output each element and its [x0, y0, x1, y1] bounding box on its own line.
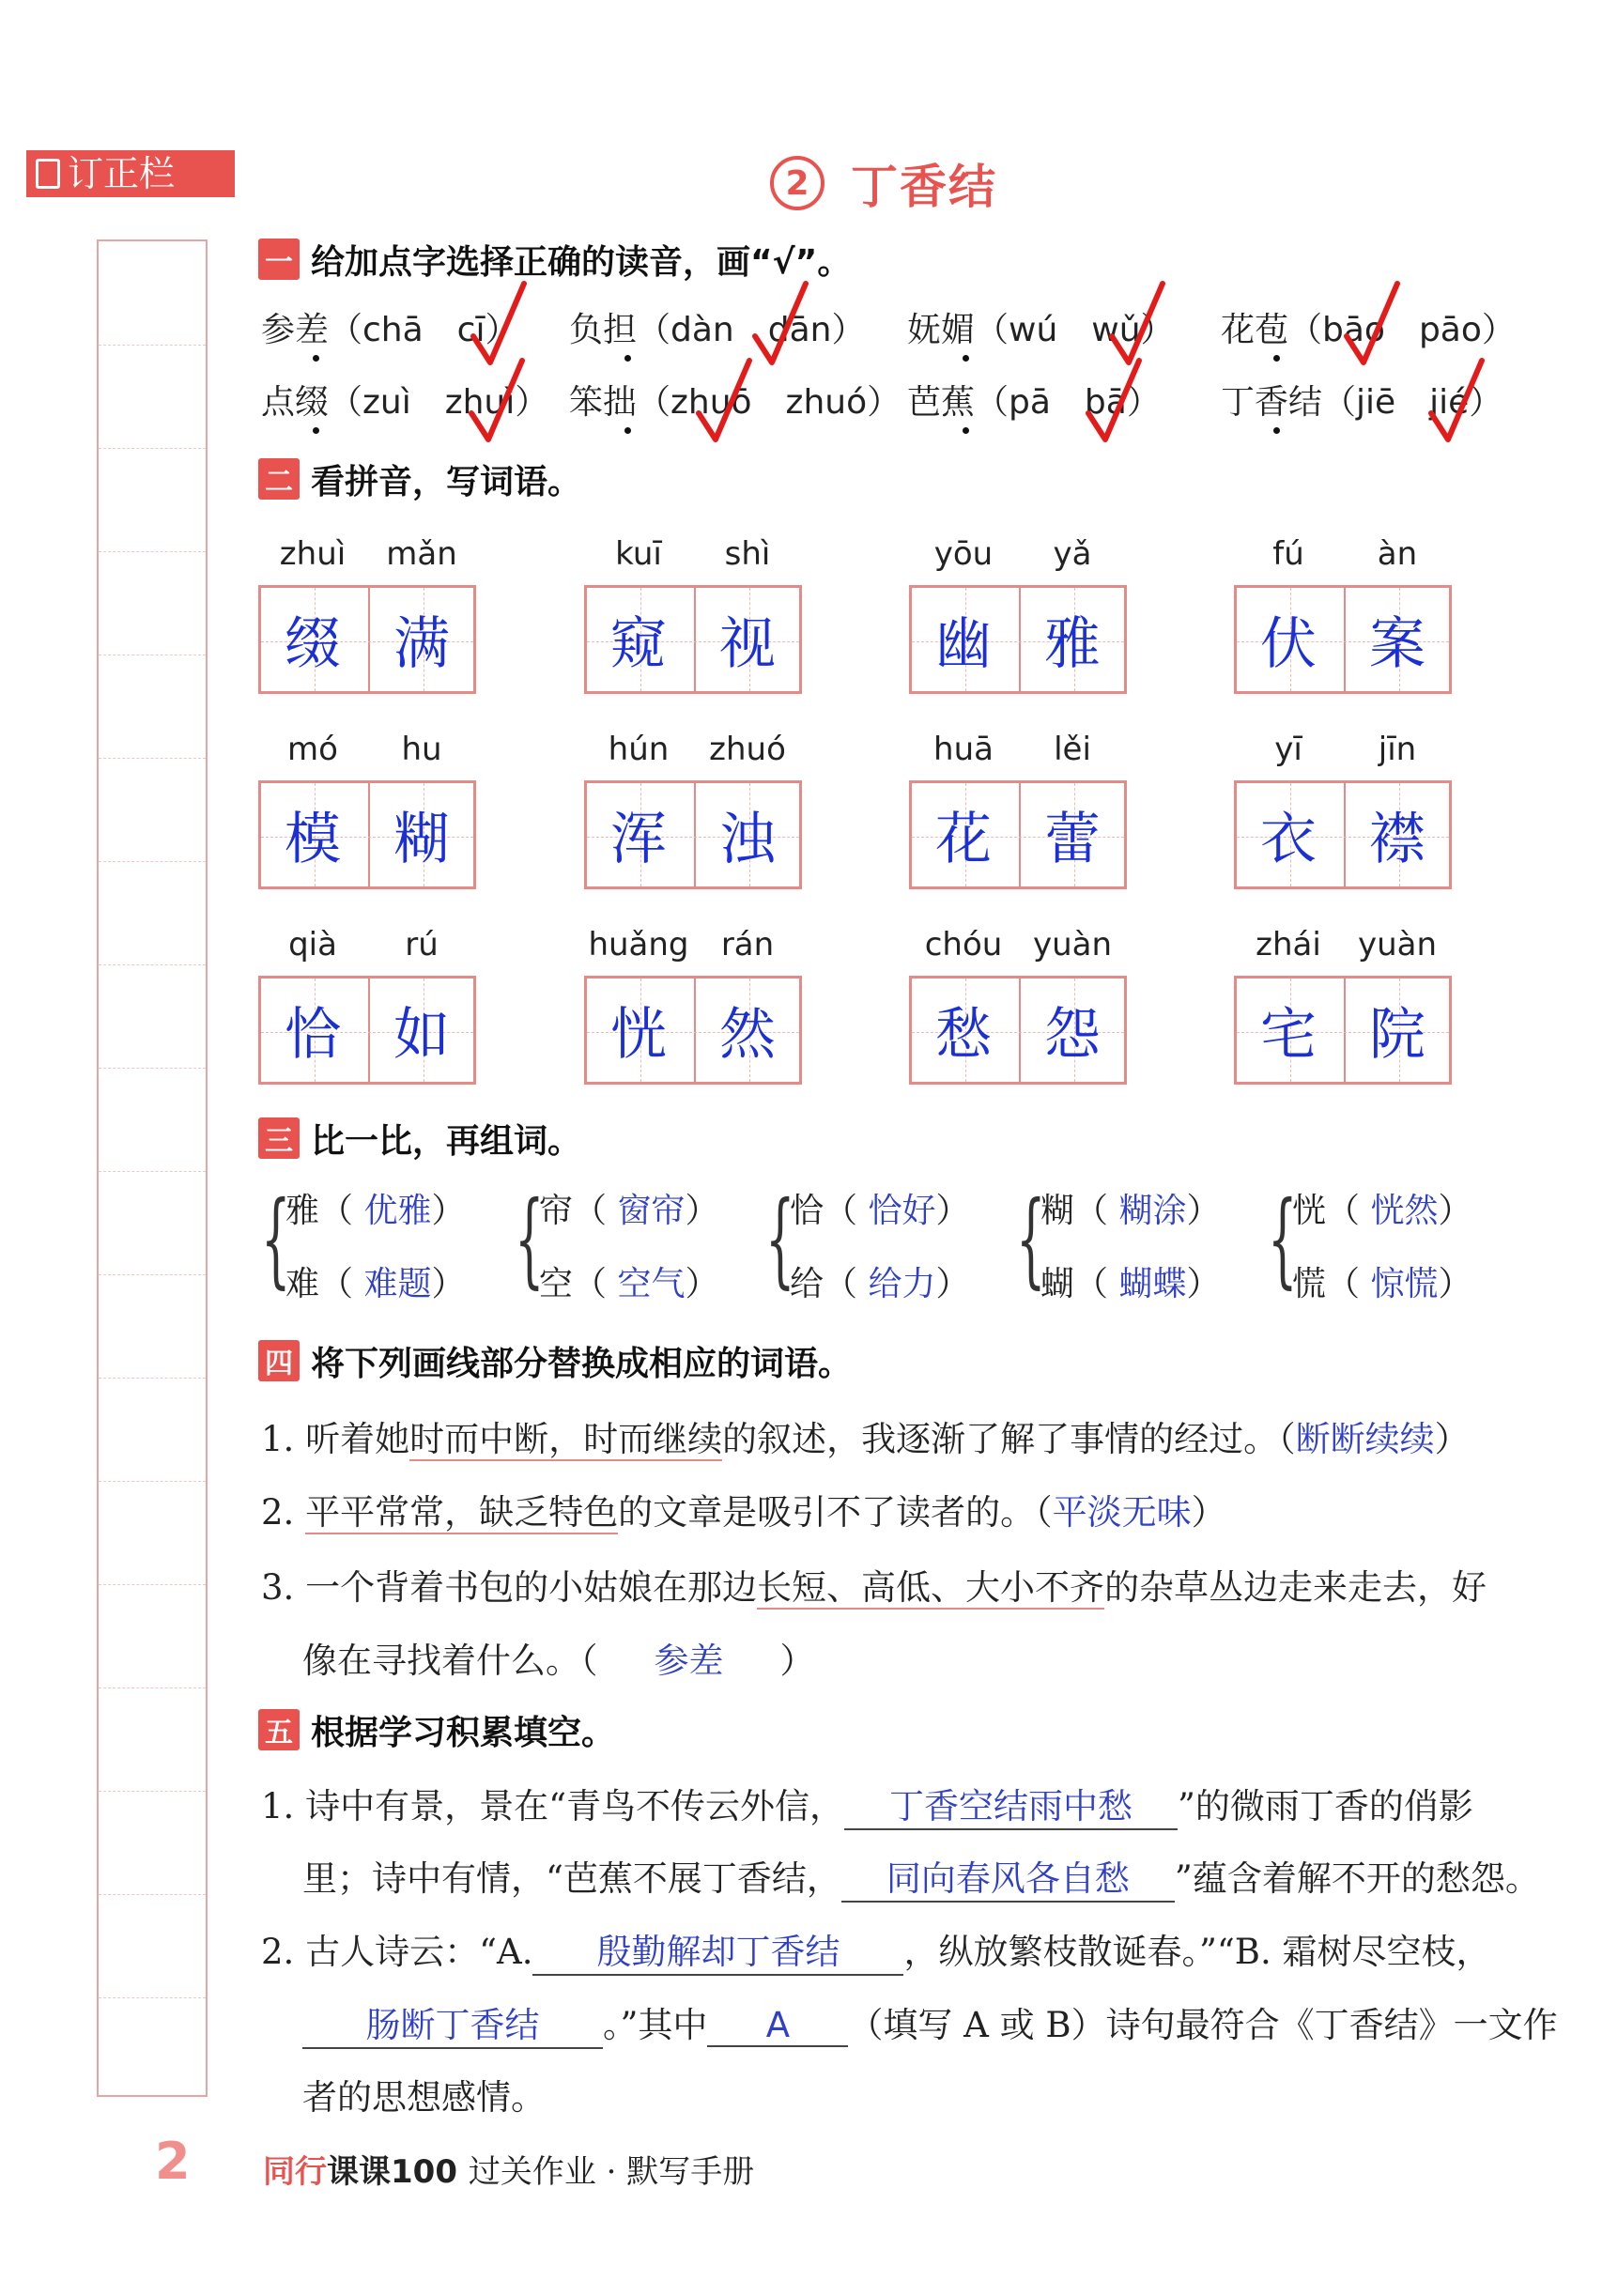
answer-word: 平淡无味 [1052, 1492, 1192, 1533]
fill-blank: 同向春风各自愁 [841, 1850, 1175, 1903]
answer-character: 视 [719, 611, 776, 677]
checkmark-icon [751, 280, 809, 370]
pinyin-item: 丁香结（jiē jié） [1221, 383, 1503, 422]
section5-badge: 五 [258, 1709, 300, 1750]
section4-header [258, 1338, 852, 1383]
compare-char: 蝴 [1040, 1265, 1075, 1303]
answer-character: 衣 [1260, 807, 1317, 872]
lesson-title [770, 150, 997, 216]
answer-word: 给力 [868, 1265, 936, 1303]
pinyin-label: jīn [1378, 731, 1417, 768]
answer-character: 襟 [1369, 807, 1425, 872]
answer-character: 缀 [285, 611, 341, 677]
correction-column-label: 订正栏 [68, 153, 176, 194]
emphasis-dot [963, 355, 969, 362]
answer-character: 幽 [935, 611, 992, 677]
answer-character: 恰 [285, 1002, 341, 1068]
section3-heading: 比一比，再组词。 [311, 1121, 582, 1161]
answer-character: 窥 [610, 611, 667, 677]
fill-blank: 肠断丁香结 [302, 1996, 603, 2049]
pinyin-item: 负担（dàn dān） [569, 311, 866, 349]
pinyin-label: huǎng [588, 926, 689, 963]
answer-character: 院 [1369, 1002, 1425, 1068]
section2-heading: 看拼音，写词语。 [311, 462, 582, 501]
section2-badge: 二 [258, 458, 300, 500]
answer-character: 糊 [393, 807, 450, 872]
fill-blank: 殷勤解却丁香结 [532, 1923, 903, 1976]
pinyin-item: 点缀（zuì zhuì） [261, 383, 549, 422]
answer-character: 满 [393, 611, 450, 677]
answer-word: 优雅 [363, 1192, 432, 1230]
pinyin-label: rán [720, 926, 775, 963]
pinyin-item: 笨拙（zhuō zhuó） [569, 383, 901, 422]
compare-char: 雅 [285, 1192, 320, 1230]
answer-word: 空气 [617, 1265, 686, 1303]
answer-word: 恰好 [868, 1192, 936, 1230]
compare-char: 难 [285, 1265, 320, 1303]
pinyin-label: mó [287, 731, 338, 768]
correction-column [97, 239, 208, 2097]
pinyin-label: zhuì [279, 535, 347, 573]
emphasis-dot [1273, 355, 1280, 362]
emphasis-dot [313, 355, 319, 362]
pinyin-label: huā [933, 731, 994, 768]
pinyin-label: rú [405, 926, 439, 963]
fill-blank: A [707, 2005, 848, 2047]
fill-blank: 丁香空结雨中愁 [844, 1778, 1178, 1830]
answer-character: 宅 [1260, 1002, 1317, 1068]
section1-header [258, 237, 851, 282]
question-4-2: 2. 平平常常，缺乏特色的文章是吸引不了读者的。（平淡无味） [261, 1492, 1226, 1533]
footer-brand: 同行课课100 过关作业 · 默写手册 [263, 2153, 755, 2191]
compare-char: 糊 [1040, 1192, 1075, 1230]
pinyin-label: lěi [1054, 731, 1091, 768]
answer-word: 断断续续 [1295, 1419, 1435, 1459]
checkmark-icon [1085, 357, 1143, 447]
emphasis-dot [963, 427, 969, 434]
emphasis-dot [624, 355, 631, 362]
pinyin-item: 花苞（bāo pāo） [1221, 311, 1516, 349]
lesson-title-text: 丁香结 [851, 160, 997, 214]
question-5-2-line3: 者的思想感情。 [302, 2077, 546, 2118]
pinyin-label: fú [1272, 535, 1304, 573]
answer-word: 蝴蝶 [1118, 1265, 1187, 1303]
answer-character: 浊 [719, 807, 776, 872]
answer-character: 模 [285, 807, 341, 872]
answer-word: 恍然 [1370, 1192, 1439, 1230]
section1-badge: 一 [258, 239, 300, 280]
pinyin-label: yuàn [1357, 926, 1438, 963]
question-5-1-line1: 1. 诗中有景，景在“青鸟不传云外信， 丁香空结雨中愁 ”的微雨丁香的俏影 [261, 1778, 1473, 1830]
answer-character: 怨 [1044, 1002, 1101, 1068]
pinyin-label: hu [401, 731, 442, 768]
page-number: 2 [155, 2132, 191, 2191]
answer-word: 窗帘 [617, 1192, 686, 1230]
section1-heading: 给加点字选择正确的读音，画“√”。 [311, 242, 852, 282]
pinyin-label: yuàn [1032, 926, 1113, 963]
pinyin-item: 妩媚（wú wǔ） [907, 311, 1175, 349]
question-5-1-line2: 里；诗中有情，“芭蕉不展丁香结， 同向春风各自愁 ”蕴含着解不开的愁怨。 [302, 1850, 1540, 1903]
pinyin-label: yī [1274, 731, 1302, 768]
checkmark-icon [468, 357, 526, 447]
compare-char: 慌 [1292, 1265, 1327, 1303]
checkmark-icon [1427, 357, 1486, 447]
pinyin-item: 参差（chā cī） [261, 311, 519, 349]
checkmark-icon [1343, 280, 1401, 370]
section3-header [258, 1116, 581, 1161]
answer-character: 然 [719, 1002, 776, 1068]
emphasis-dot [624, 427, 631, 434]
compare-char: 恰 [790, 1192, 824, 1230]
compare-char: 恍 [1292, 1192, 1327, 1230]
answer-character: 愁 [935, 1002, 992, 1068]
section4-heading: 将下列画线部分替换成相应的词语。 [311, 1344, 853, 1383]
pinyin-label: yōu [933, 535, 994, 573]
answer-character: 花 [935, 807, 992, 872]
emphasis-dot [1273, 427, 1280, 434]
pinyin-label: hún [608, 731, 670, 768]
pinyin-label: yǎ [1053, 535, 1092, 573]
question-5-2-line2: 肠断丁香结 。”其中 A （填写 A 或 B）诗句最符合《丁香结》一文作 [302, 1996, 1558, 2049]
section3-badge: 三 [258, 1117, 300, 1159]
pinyin-label: chóu [924, 926, 1003, 963]
answer-word: 糊涂 [1118, 1192, 1187, 1230]
compare-char: 帘 [539, 1192, 574, 1230]
answer-word: 参差 [654, 1641, 724, 1681]
question-5-2-line1: 2. 古人诗云：“A. 殷勤解却丁香结 ，纵放繁枝散诞春。”“B. 霜树尽空枝， [261, 1923, 1491, 1976]
pinyin-label: kuī [615, 535, 662, 573]
answer-character: 雅 [1044, 611, 1101, 677]
answer-character: 伏 [1260, 611, 1317, 677]
clipboard-icon [36, 159, 60, 189]
compare-char: 给 [790, 1265, 824, 1303]
pinyin-label: àn [1377, 535, 1418, 573]
checkmark-icon [695, 357, 753, 447]
answer-character: 浑 [610, 807, 667, 872]
pinyin-label: qià [288, 926, 337, 963]
section4-badge: 四 [258, 1340, 300, 1381]
pinyin-label: shì [724, 535, 771, 573]
emphasis-dot [313, 427, 319, 434]
answer-word: 惊慌 [1370, 1265, 1439, 1303]
section5-header [258, 1707, 615, 1752]
correction-column-tag [26, 150, 235, 197]
pinyin-item: 芭蕉（pā bā） [907, 383, 1161, 422]
pinyin-label: mǎn [386, 535, 457, 573]
answer-character: 恍 [610, 1002, 667, 1068]
lesson-number: 2 [770, 156, 824, 210]
pinyin-label: zhuó [709, 731, 786, 768]
answer-character: 案 [1369, 611, 1425, 677]
section2-header [258, 456, 581, 501]
answer-word: 难题 [363, 1265, 432, 1303]
section5-heading: 根据学习积累填空。 [311, 1713, 616, 1752]
question-4-1: 1. 听着她时而中断，时而继续的叙述，我逐渐了解了事情的经过。（断断续续） [261, 1419, 1470, 1459]
answer-character: 如 [393, 1002, 450, 1068]
question-4-3: 3. 一个背着书包的小姑娘在那边长短、高低、大小不齐的杂草丛边走来走去，好 [261, 1567, 1487, 1608]
pinyin-label: zhái [1256, 926, 1321, 963]
answer-character: 蕾 [1044, 807, 1101, 872]
question-4-3-cont: 像在寻找着什么。（ 参差 ） [302, 1641, 815, 1681]
compare-char: 空 [539, 1265, 574, 1303]
